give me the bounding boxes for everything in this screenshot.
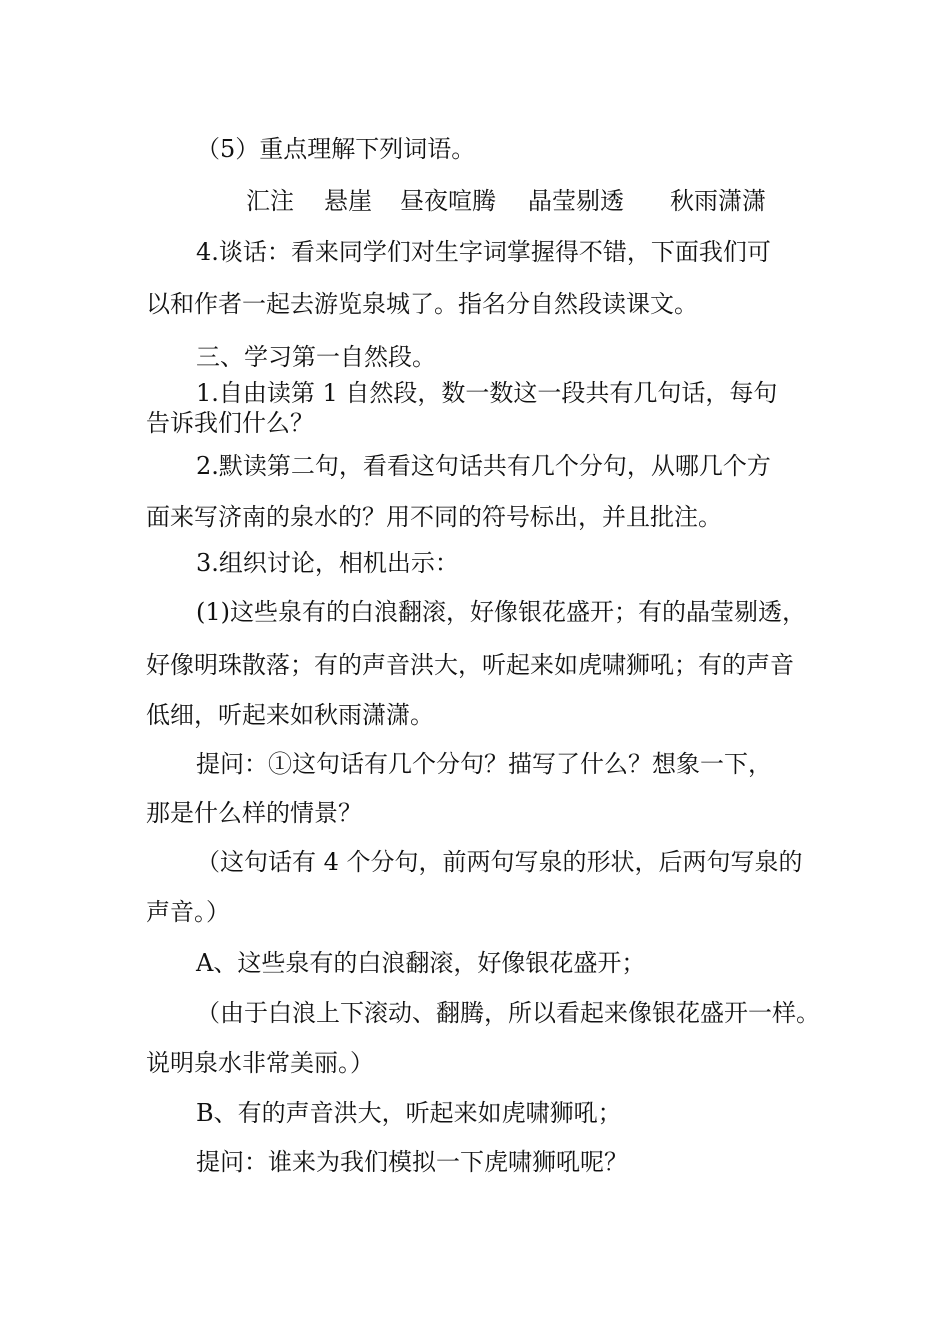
sentence-b: B、有的声音洪大，听起来如虎啸狮吼； [196, 1099, 622, 1127]
vocab-word: 秋雨潇潇 [670, 187, 766, 215]
item5-heading: （5）重点理解下列词语。 [196, 135, 476, 163]
vocab-word: 汇注 [246, 187, 294, 215]
ask-2-line: 提问：谁来为我们模拟一下虎啸狮吼呢？ [196, 1148, 628, 1176]
vocab-word: 晶莹剔透 [528, 187, 624, 215]
quote-line-1: (1)这些泉有的白浪翻滚，好像银花盛开；有的晶莹剔透， [196, 598, 806, 626]
ask-1-line-2: 那是什么样的情景？ [146, 799, 362, 827]
question-2-line-2: 面来写济南的泉水的？用不同的符号标出，并且批注。 [146, 503, 722, 531]
answer-1-line-1: （这句话有 4 个分句，前两句写泉的形状，后两句写泉的 [196, 848, 803, 876]
vocab-word: 昼夜喧腾 [400, 187, 496, 215]
quote-line-2: 好像明珠散落；有的声音洪大，听起来如虎啸狮吼；有的声音 [146, 651, 794, 679]
question-1-line-2: 告诉我们什么？ [146, 409, 314, 437]
answer-1-line-2: 声音。） [146, 898, 230, 926]
note-a-line-2: 说明泉水非常美丽。） [146, 1049, 374, 1077]
paragraph-4-line-2: 以和作者一起去游览泉城了。指名分自然段读课文。 [146, 290, 698, 318]
section-3-heading: 三、学习第一自然段。 [196, 343, 436, 371]
paragraph-4-line-1: 4.谈话：看来同学们对生字词掌握得不错，下面我们可 [196, 238, 771, 266]
ask-1-line-1: 提问：①这句话有几个分句？描写了什么？想象一下， [196, 750, 772, 778]
sentence-a: A、这些泉有的白浪翻滚，好像银花盛开； [196, 949, 646, 977]
question-1-line-1: 1.自由读第 1 自然段，数一数这一段共有几句话，每句 [196, 379, 778, 407]
note-a-line-1: （由于白浪上下滚动、翻腾，所以看起来像银花盛开一样。 [196, 999, 820, 1027]
vocab-word: 悬崖 [324, 187, 372, 215]
question-2-line-1: 2.默读第二句，看看这句话共有几个分句，从哪几个方 [196, 452, 771, 480]
quote-line-3: 低细，听起来如秋雨潇潇。 [146, 701, 434, 729]
vocab-word-list [246, 184, 786, 218]
question-3-line: 3.组织讨论，相机出示： [196, 549, 459, 577]
